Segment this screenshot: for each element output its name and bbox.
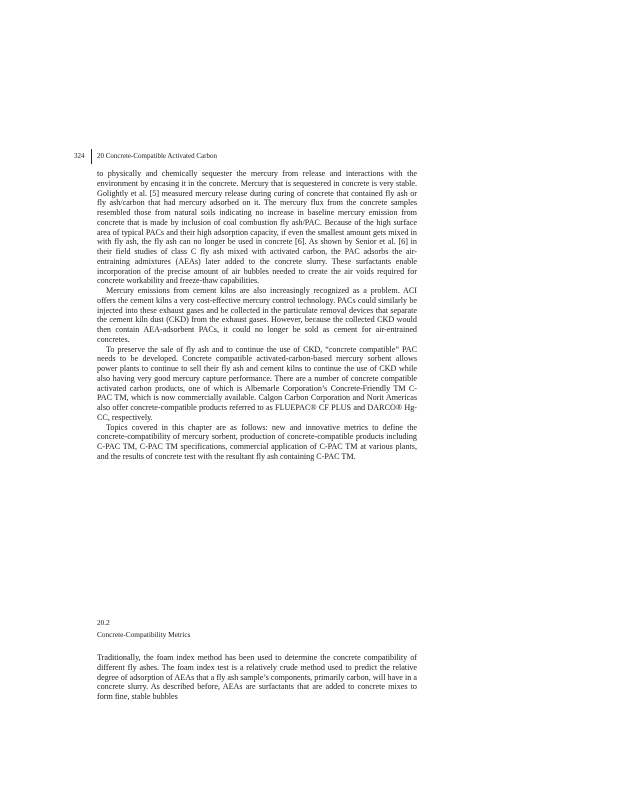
body-text-section bbox=[97, 653, 417, 702]
paragraph: Topics covered in this chapter are as follows: new and innovative metrics to define the concrete-compatibility of mercury sorbent, production of concrete-compatible products including C-PAC TM, C-PAC TM specifications, commercial application of C-PAC TM at various plants, and the results of concrete test with the resultant fly ash containing C-PAC TM. bbox=[97, 422, 417, 461]
section-title: Concrete-Compatibility Metrics bbox=[97, 630, 191, 639]
chapter-title: 20 Concrete-Compatible Activated Carbon bbox=[97, 152, 217, 160]
header-divider bbox=[91, 149, 92, 164]
paragraph: To preserve the sale of fly ash and to continue the use of CKD, “concrete compatible” PAC needs to be developed. Concrete compatible activated-carbon-based mercury sorbent allows power plants to continue to sell their fly ash and cement kilns to continue the use of CKD while also having very good mercury capture performance. There are a number of concrete compatible activated carbon products, one of which is Albemarle Corporation’s Concrete-Friendly TM C-PAC TM, which is now commercially available. Calgon Carbon Corporation and Norit Americas also offer concrete-compatible products referred to as FLUEPAC® CF PLUS and DARCO® Hg-CC, respectively. bbox=[97, 344, 417, 422]
paragraph: Mercury emissions from cement kilns are also increasingly recognized as a problem. ACI offers the cement kilns a very cost-effective mercury control technology. PACs could similarly be injected into these exhaust gases and be collected in the particulate removal devices that separate the cement kiln dust (CKD) from the exhaust gases. However, because the collected CKD would then contain AEA-adsorbent PACs, it could no longer be sold as cement for air-entrained concretes. bbox=[97, 286, 417, 344]
body-text bbox=[97, 169, 417, 462]
paragraph: Traditionally, the foam index method has been used to determine the concrete compatibility of different fly ashes. The foam index test is a relatively crude method used to predict the relative degree of adsorption of AEAs that a fly ash sample’s components, primarily carbon, will have in a concrete slurry. As described before, AEAs are surfactants that are added to concrete mixes to form fine, stable bubbles bbox=[97, 653, 417, 701]
running-header bbox=[70, 151, 530, 165]
section-number: 20.2 bbox=[97, 618, 110, 627]
section-heading bbox=[97, 617, 190, 641]
page-number: 324 bbox=[74, 152, 85, 160]
paragraph: to physically and chemically sequester the mercury from release and interactions with the environment by encasing it in the concrete. Mercury that is sequestered in concrete is very stable. Golightly et al. [5] measured mercury release during curing of concrete that contained fly ash or fly ash/carbon that had mercury adsorbed on it. The mercury flux from the concrete samples resembled those from natural soils indicating no increase in baseline mercury emission from concrete that is made by inclusion of coal combustion fly ash/PAC. Because of the high surface area of typical PACs and their high adsorption capacity, if even the smallest amount gets mixed in with fly ash, the fly ash can no longer be used in concrete [6]. As shown by Senior et al. [6] in their field studies of class C fly ash mixed with activated carbon, the PAC adsorbs the air-entraining admixtures (AEAs) later added to the concrete slurry. These surfactants enable incorporation of the precise amount of air bubbles needed to create the air voids required for concrete workability and freeze-thaw capabilities. bbox=[97, 169, 417, 286]
